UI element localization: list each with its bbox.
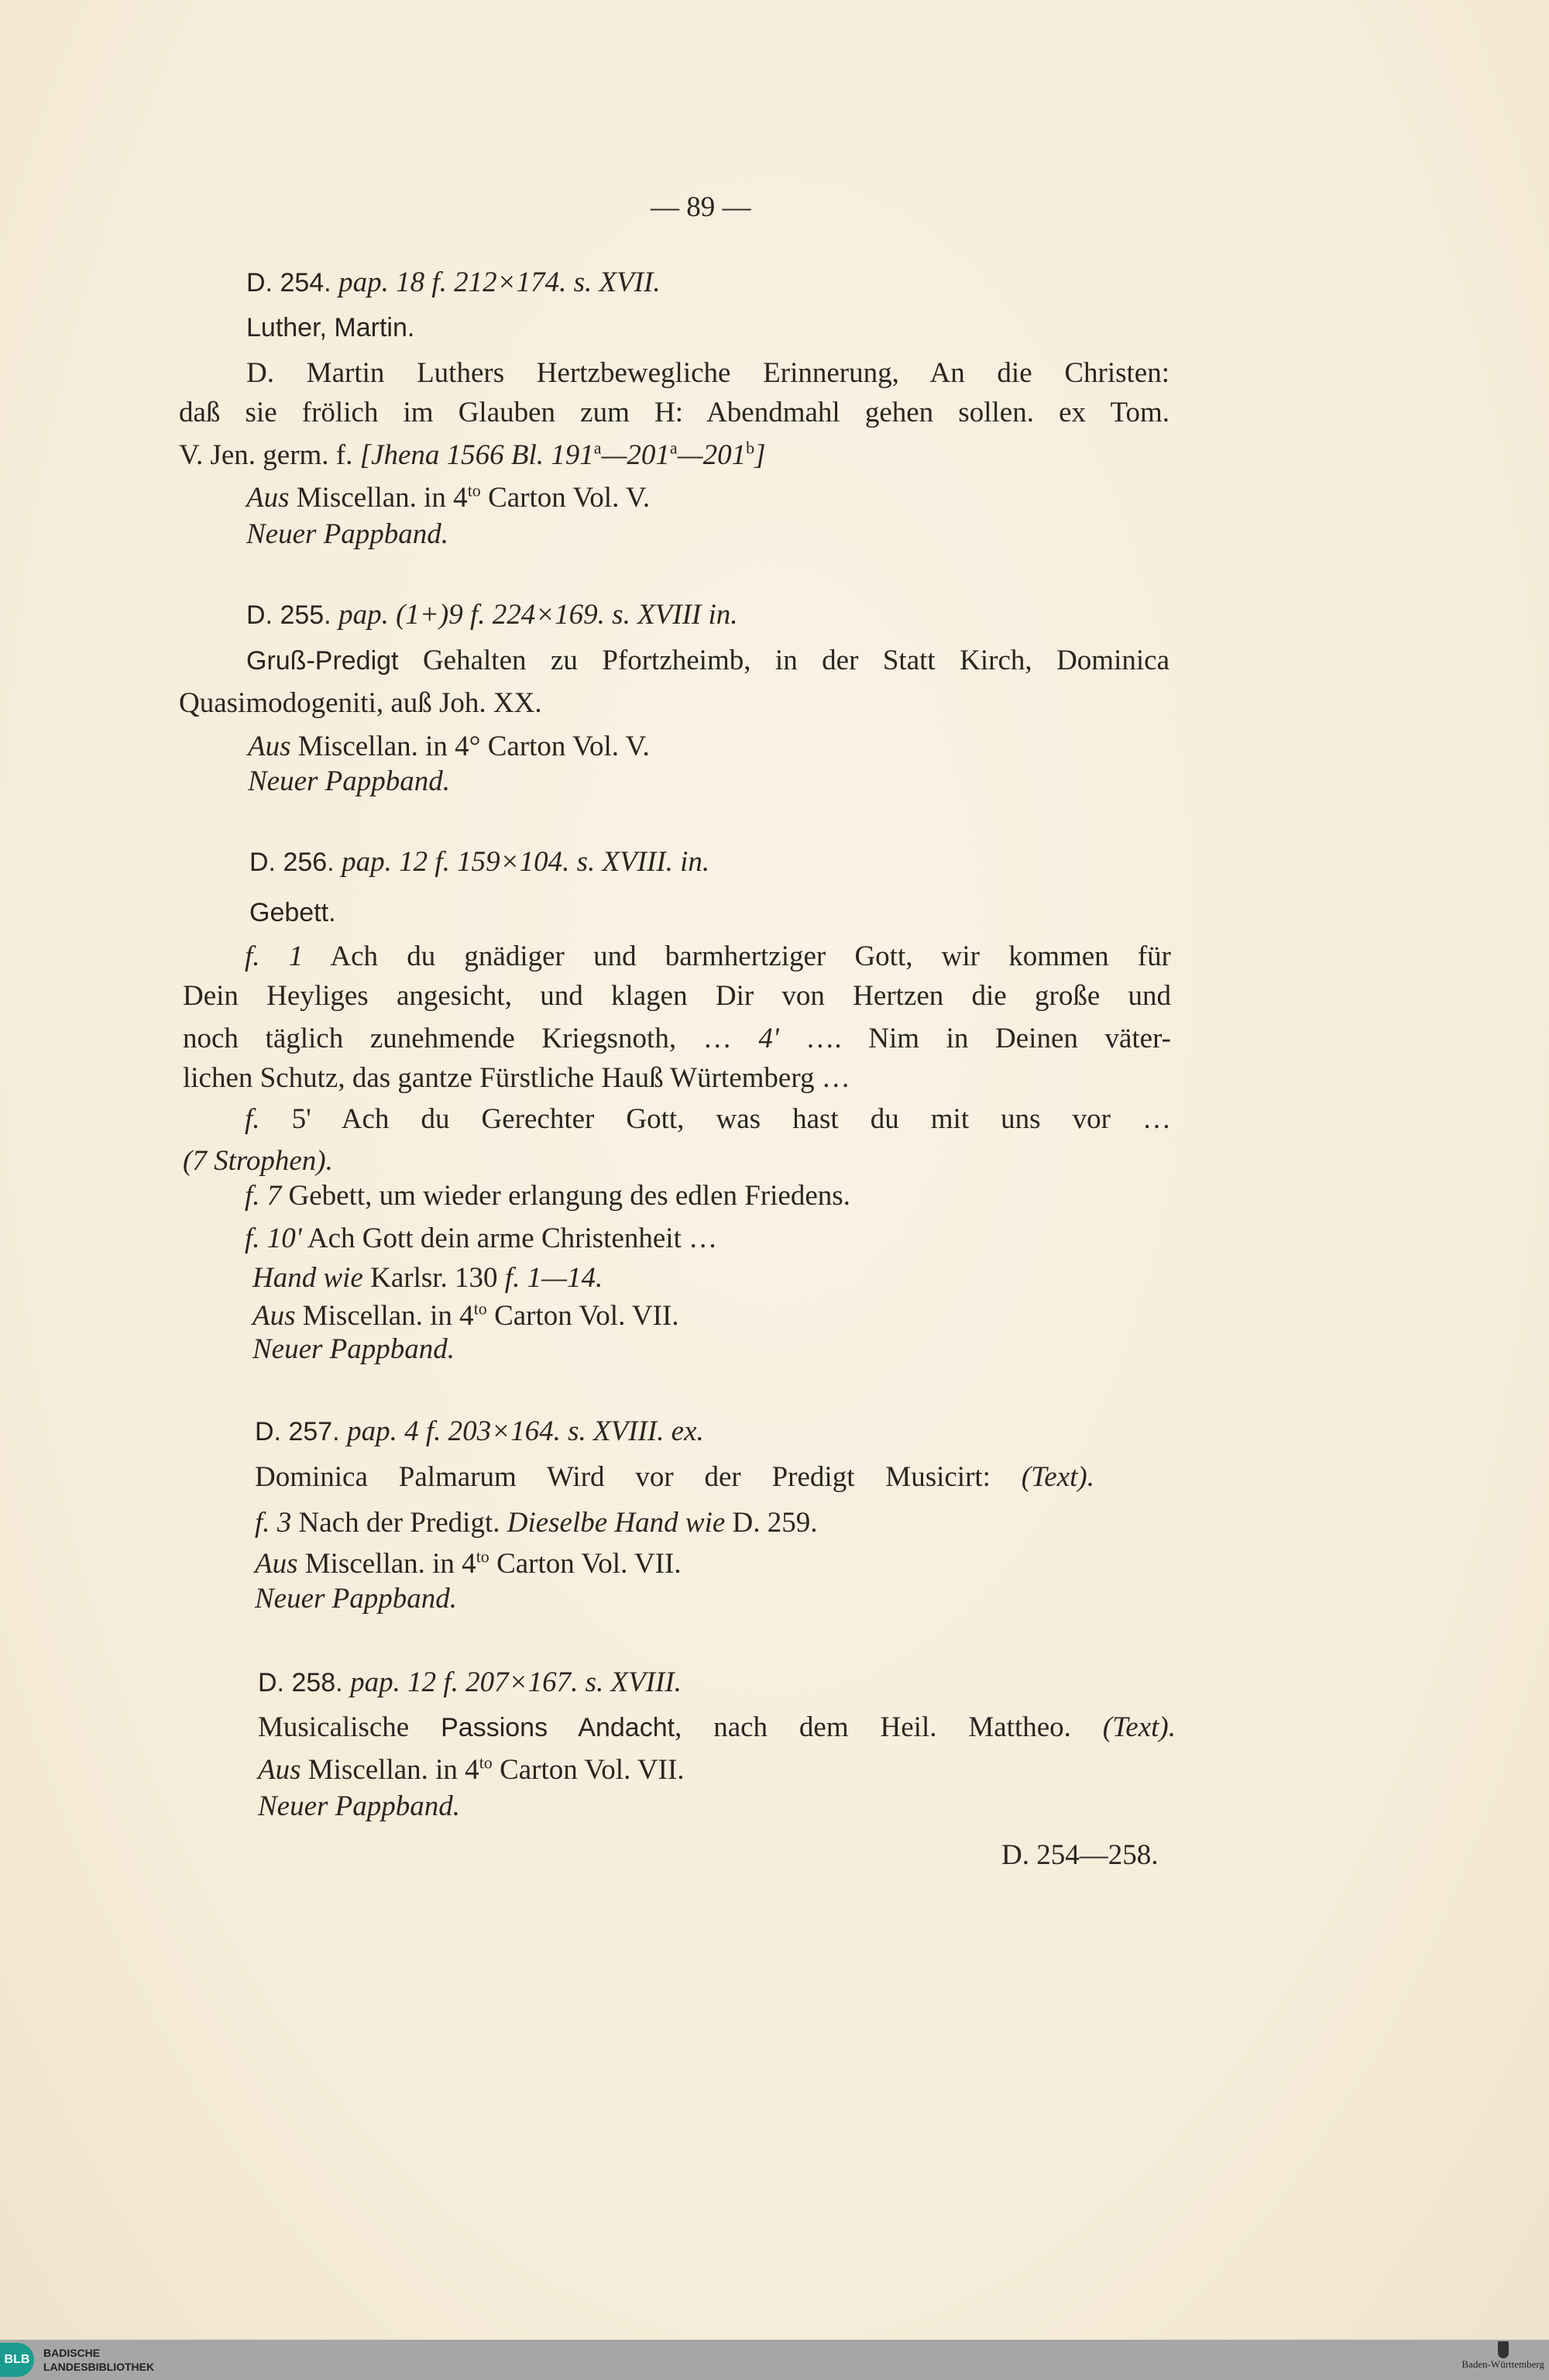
text-segment: Luther, Martin.: [246, 313, 415, 342]
text-segment: to: [467, 480, 481, 500]
text-line: [255, 1547, 682, 1581]
text-segment: , nach dem Heil. Mattheo.: [675, 1711, 1103, 1743]
text-segment: to: [476, 1546, 489, 1567]
text-segment: Hand wie: [252, 1262, 363, 1294]
text-line: [258, 1790, 460, 1824]
blb-logo[interactable]: BLB: [0, 2343, 34, 2377]
text-segment: to: [479, 1752, 493, 1773]
text-segment: Aus: [246, 482, 290, 514]
text-segment: D. 255.: [246, 600, 339, 630]
text-segment: Neuer Pappband.: [248, 765, 451, 797]
text-segment: —201: [601, 439, 670, 471]
text-line: [245, 1102, 1171, 1137]
state-name: Baden-Württemberg: [1461, 2358, 1544, 2370]
text-segment: ]: [754, 439, 766, 471]
text-segment: (Text).: [1021, 1461, 1094, 1493]
text-segment: Dieselbe Hand wie: [507, 1507, 726, 1539]
text-segment: — 89 —: [651, 191, 751, 223]
text-segment: Neuer Pappband.: [255, 1583, 458, 1615]
text-line: [245, 940, 1171, 974]
text-segment: Karlsr. 130: [362, 1262, 505, 1294]
text-segment: Carton Vol. VII.: [489, 1548, 682, 1580]
text-segment: Carton Vol. V.: [480, 482, 651, 514]
text-segment: Neuer Pappband.: [246, 518, 449, 550]
text-segment: D. Martin Luthers Hertzbewegliche Erinnerung, An die Christen:: [246, 357, 1169, 389]
text-segment: pap. 12 f. 207×167. s. XVIII.: [350, 1666, 682, 1698]
text-segment: Aus: [255, 1548, 298, 1580]
library-name-line2: LANDESBIBLIOTHEK: [43, 2361, 155, 2373]
text-line: [255, 1415, 704, 1449]
text-segment: b: [746, 438, 755, 458]
text-line: [252, 1261, 603, 1295]
text-segment: f. 1—14.: [504, 1262, 603, 1294]
text-segment: …. Nim in Deinen väter-: [778, 1023, 1172, 1054]
text-segment: Gebett, um wieder erlangung des edlen Friedens.: [281, 1180, 850, 1212]
text-line: [258, 1753, 685, 1787]
text-segment: a: [593, 438, 602, 458]
coat-of-arms-icon: [1498, 2341, 1509, 2358]
text-segment: Miscellan. in 4° Carton Vol. V.: [290, 731, 650, 762]
text-line: [249, 896, 336, 930]
text-line: [245, 1222, 717, 1256]
text-segment: a: [669, 438, 678, 458]
text-line: [246, 644, 1169, 678]
text-line: [246, 356, 1169, 390]
text-line: [252, 1299, 679, 1333]
text-segment: Gebett.: [249, 898, 336, 927]
text-segment: lichen Schutz, das gantze Fürstliche Hauß Würtemberg …: [183, 1062, 850, 1094]
text-segment: D. 258.: [258, 1668, 351, 1697]
text-line: [179, 439, 766, 473]
text-segment: pap. (1+)9 f. 224×169. s. XVIII in.: [338, 599, 738, 631]
text-segment: Miscellan. in 4: [289, 482, 468, 514]
text-line: [252, 1333, 455, 1367]
text-line: [246, 266, 661, 300]
text-segment: 5' Ach du Gerechter Gott, was hast du mit uns vor …: [259, 1103, 1171, 1135]
text-segment: pap. 4 f. 203×164. s. XVIII. ex.: [347, 1415, 704, 1447]
text-line: [258, 1711, 1176, 1745]
text-segment: f. 1: [245, 941, 304, 972]
text-segment: to: [473, 1298, 487, 1319]
text-segment: pap. 18 f. 212×174. s. XVII.: [338, 267, 661, 298]
text-segment: Nach der Predigt.: [291, 1507, 507, 1539]
text-segment: f. 7: [245, 1180, 282, 1212]
text-line: [258, 1666, 682, 1700]
text-segment: (7 Strophen).: [183, 1145, 333, 1177]
text-segment: f. 10': [245, 1223, 302, 1254]
text-segment: Aus: [248, 731, 291, 762]
text-line: [248, 765, 450, 799]
text-segment: Miscellan. in 4: [295, 1300, 474, 1332]
text-segment: D. 254.: [246, 268, 339, 298]
text-segment: f.: [245, 1103, 260, 1135]
text-segment: D. 256.: [249, 848, 342, 877]
text-segment: 4': [758, 1023, 779, 1054]
text-segment: Aus: [258, 1754, 301, 1786]
footer-bar: [0, 2340, 1549, 2380]
text-segment: D. 257.: [255, 1417, 348, 1446]
text-segment: D. 259.: [725, 1507, 818, 1539]
text-segment: Neuer Pappband.: [258, 1790, 461, 1822]
text-segment: (Text).: [1102, 1711, 1176, 1743]
text-segment: f. 3: [255, 1507, 292, 1539]
text-segment: Carton Vol. VII.: [486, 1300, 679, 1332]
text-line: [246, 311, 414, 345]
text-segment: Miscellan. in 4: [297, 1548, 476, 1580]
text-segment: Passions Andacht: [441, 1713, 675, 1742]
text-segment: noch täglich zunehmende Kriegsnoth, …: [183, 1023, 759, 1054]
text-line: [179, 686, 542, 721]
text-segment: Dein Heyliges angesicht, und klagen Dir von Hertzen die große und: [183, 980, 1171, 1012]
library-name: [43, 2346, 154, 2374]
text-line: [246, 481, 650, 515]
text-line: [255, 1460, 1094, 1494]
text-segment: daß sie frölich im Glauben zum H: Abendmahl gehen sollen. ex Tom.: [179, 397, 1169, 428]
text-segment: Dominica Palmarum Wird vor der Predigt Musicirt:: [255, 1461, 1022, 1493]
text-segment: pap. 12 f. 159×104. s. XVIII. in.: [342, 846, 710, 878]
text-segment: Carton Vol. VII.: [492, 1754, 685, 1786]
text-segment: D. 254—258.: [1001, 1839, 1159, 1871]
text-segment: Ach du gnädiger und barmhertziger Gott, wir kommen für: [303, 941, 1172, 972]
library-name-line1: BADISCHE: [43, 2347, 101, 2359]
text-segment: Miscellan. in 4: [301, 1754, 479, 1786]
text-segment: Neuer Pappband.: [252, 1333, 455, 1365]
text-line: [179, 396, 1169, 430]
text-line: [183, 1061, 850, 1095]
text-segment: V. Jen. germ. f.: [179, 439, 360, 471]
text-segment: —201: [677, 439, 747, 471]
text-segment: [Jhena 1566 Bl. 191: [359, 439, 594, 471]
text-line: [183, 1144, 333, 1178]
text-segment: Musicalische: [258, 1711, 441, 1743]
text-segment: Gehalten zu Pfortzheimb, in der Statt Kirch, Dominica: [398, 645, 1169, 676]
text-segment: Ach Gott dein arme Christenheit …: [301, 1223, 718, 1254]
text-line: [255, 1582, 457, 1616]
text-segment: Aus: [252, 1300, 296, 1332]
text-line: [245, 1179, 850, 1213]
text-line: [249, 845, 709, 879]
text-line: [183, 979, 1171, 1013]
text-line: [246, 518, 448, 552]
text-line: [183, 1022, 1171, 1056]
text-line: [255, 1506, 818, 1540]
baden-wuerttemberg-logo[interactable]: [1461, 2341, 1544, 2371]
text-line: [246, 598, 738, 632]
text-segment: Quasimodogeniti, auß Joh. XX.: [179, 687, 542, 719]
text-line: [1001, 1838, 1158, 1873]
text-line: [248, 730, 650, 764]
text-segment: Gruß-Predigt: [246, 646, 399, 676]
page-number: [651, 191, 751, 225]
